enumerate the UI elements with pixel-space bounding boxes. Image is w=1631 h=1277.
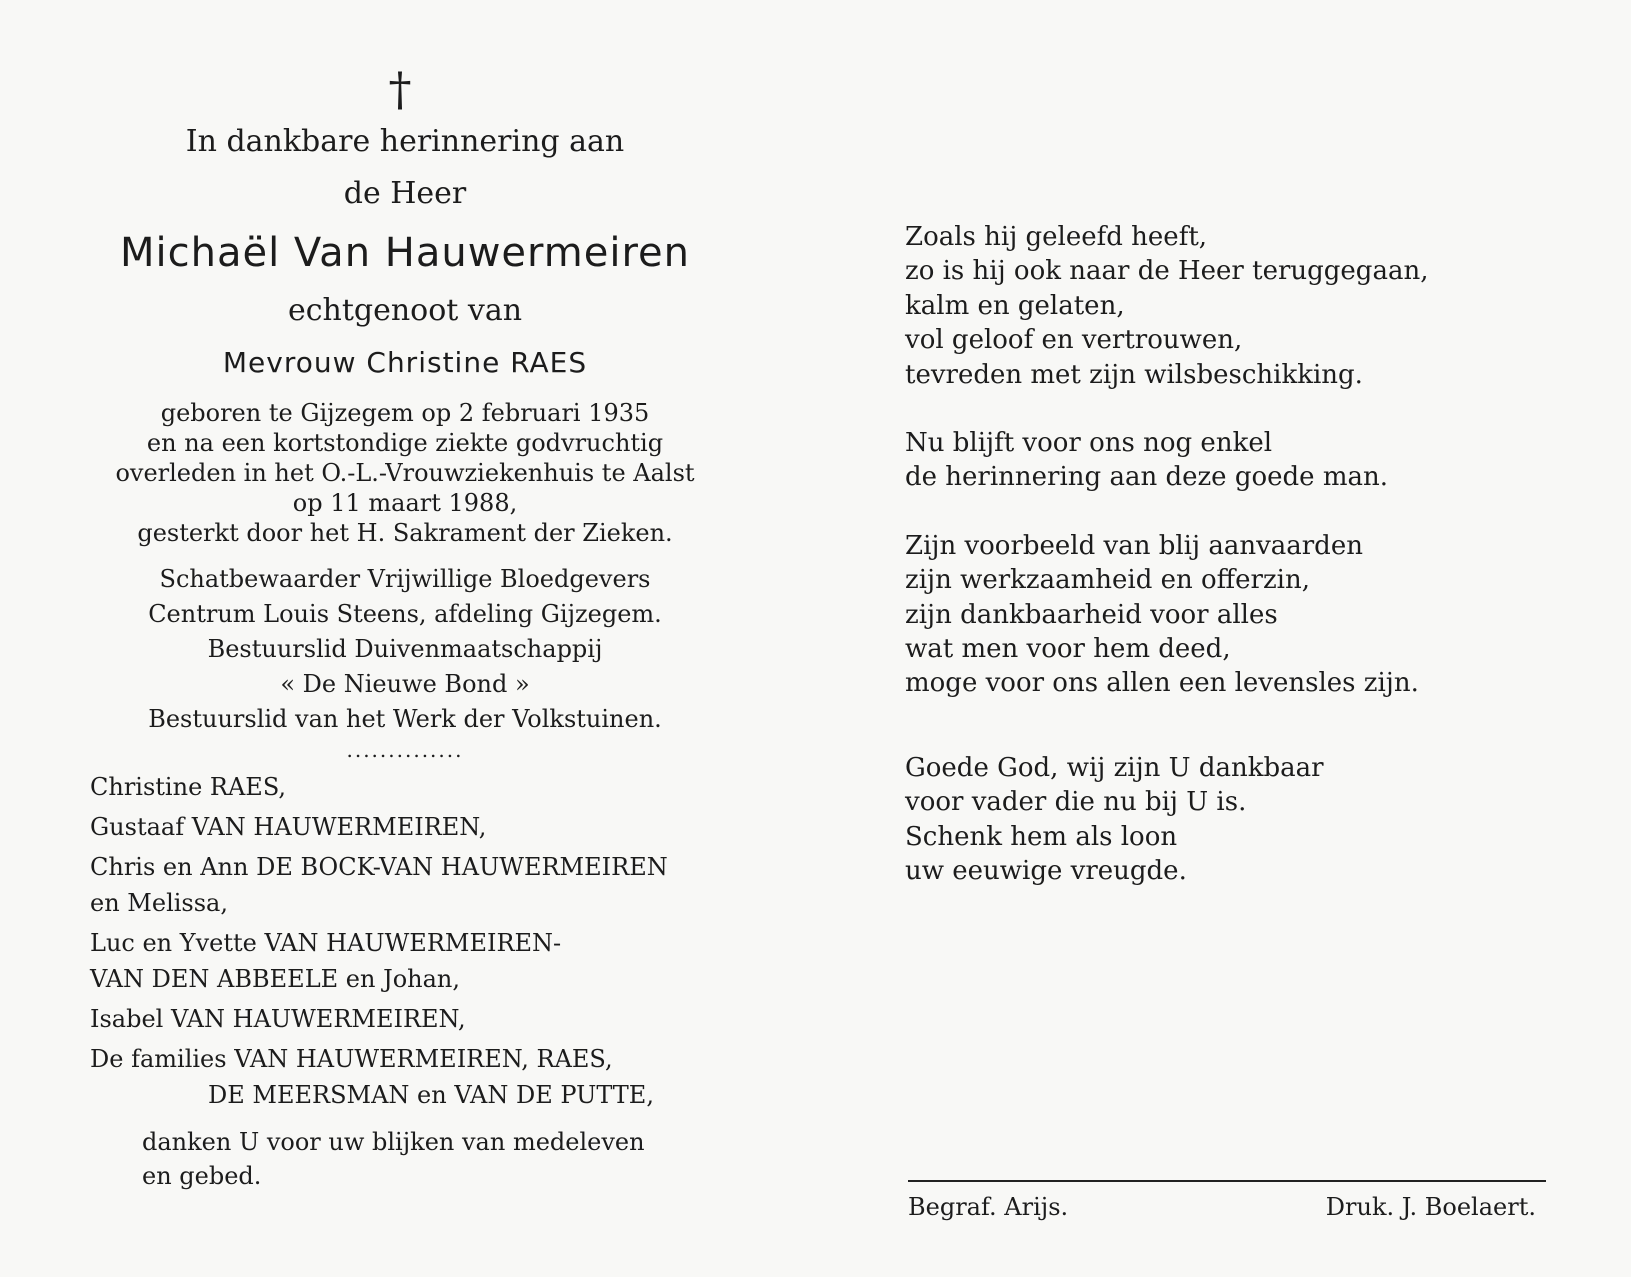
family-line: Isabel VAN HAUWERMEIREN, — [90, 1005, 466, 1033]
poem-stanza-4 — [905, 751, 1565, 889]
footer-rule — [908, 1180, 1546, 1182]
poem-line: wat men voor hem deed, — [905, 634, 1231, 665]
poem-line: de herinnering aan deze goede man. — [905, 462, 1388, 493]
footer — [908, 1190, 1536, 1224]
family-line: Christine RAES, — [90, 773, 287, 801]
poem-line: Goede God, wij zijn U dankbaar — [905, 752, 1324, 783]
family-line: Luc en Yvette VAN HAUWERMEIREN- — [90, 929, 562, 957]
poem-line: Schenk hem als loon — [905, 821, 1178, 852]
bio-line: geboren te Gijzegem op 2 februari 1935 — [160, 399, 650, 427]
poem-line: zijn dankbaarheid voor alles — [905, 599, 1278, 630]
bio-line: gesterkt door het H. Sakrament der Zieken. — [137, 519, 673, 547]
poem-line: tevreden met zijn wilsbeschikking. — [905, 359, 1363, 390]
poem-stanza-2 — [905, 426, 1565, 495]
role-line: Bestuurslid van het Werk der Volkstuinen. — [148, 705, 662, 733]
poem-line: uw eeuwige vreugde. — [905, 856, 1187, 887]
bio-line: en na een kortstondige ziekte godvruchtig — [146, 429, 664, 457]
poem-line: Zijn voorbeeld van blij aanvaarden — [905, 530, 1363, 561]
thanks-line: en gebed. — [142, 1162, 262, 1190]
bio-line: overleden in het O.-L.-Vrouwziekenhuis te Aalst — [115, 459, 695, 487]
deceased-name: Michaël Van Hauwermeiren — [120, 230, 690, 276]
poem-line: Nu blijft voor ons nog enkel — [905, 428, 1273, 459]
bio-block — [80, 398, 730, 548]
family-line: VAN DEN ABBEELE en Johan, — [90, 965, 460, 993]
poem-stanza-3 — [905, 529, 1565, 701]
spouse-label: echtgenoot van — [287, 293, 523, 328]
spouse-name: Mevrouw Christine RAES — [222, 346, 588, 379]
poem-panel — [905, 220, 1565, 923]
left-panel — [80, 62, 730, 1193]
role-line: « De Nieuwe Bond » — [280, 670, 530, 698]
printer-credit: Druk. J. Boelaert. — [1325, 1193, 1536, 1221]
role-line: Schatbewaarder Vrijwillige Bloedgevers — [159, 565, 651, 593]
poem-line: zijn werkzaamheid en offerzin, — [905, 565, 1310, 596]
family-line: De families VAN HAUWERMEIREN, RAES, — [90, 1045, 613, 1073]
roles-block — [80, 562, 730, 737]
intro-line-1: In dankbare herinnering aan — [185, 124, 625, 159]
role-line: Bestuurslid Duivenmaatschappij — [207, 635, 603, 663]
poem-line: zo is hij ook naar de Heer teruggegaan, — [905, 256, 1429, 287]
poem-stanza-1 — [905, 220, 1565, 392]
poem-line: voor vader die nu bij U is. — [905, 787, 1247, 818]
poem-line: vol geloof en vertrouwen, — [905, 325, 1243, 356]
intro-line-2: de Heer — [343, 176, 467, 211]
poem-line: moge voor ons allen een levensles zijn. — [905, 668, 1419, 699]
family-line: Chris en Ann DE BOCK-VAN HAUWERMEIREN — [90, 853, 668, 881]
family-line: en Melissa, — [90, 889, 228, 917]
divider: .............. — [346, 738, 464, 762]
poem-line: Zoals hij geleefd heeft, — [905, 222, 1208, 252]
thanks-line: danken U voor uw blijken van medeleven — [142, 1128, 645, 1156]
family-line: DE MEERSMAN en VAN DE PUTTE, — [208, 1081, 654, 1109]
thanks-block — [80, 1125, 730, 1193]
poem-line: kalm en gelaten, — [905, 290, 1125, 321]
role-line: Centrum Louis Steens, afdeling Gijzegem. — [148, 600, 662, 628]
undertaker-credit: Begraf. Arijs. — [908, 1193, 1069, 1221]
bio-line: op 11 maart 1988, — [292, 489, 518, 517]
family-list — [90, 769, 730, 1113]
family-line: Gustaaf VAN HAUWERMEIREN, — [90, 813, 487, 841]
cross-icon: † — [388, 62, 412, 116]
